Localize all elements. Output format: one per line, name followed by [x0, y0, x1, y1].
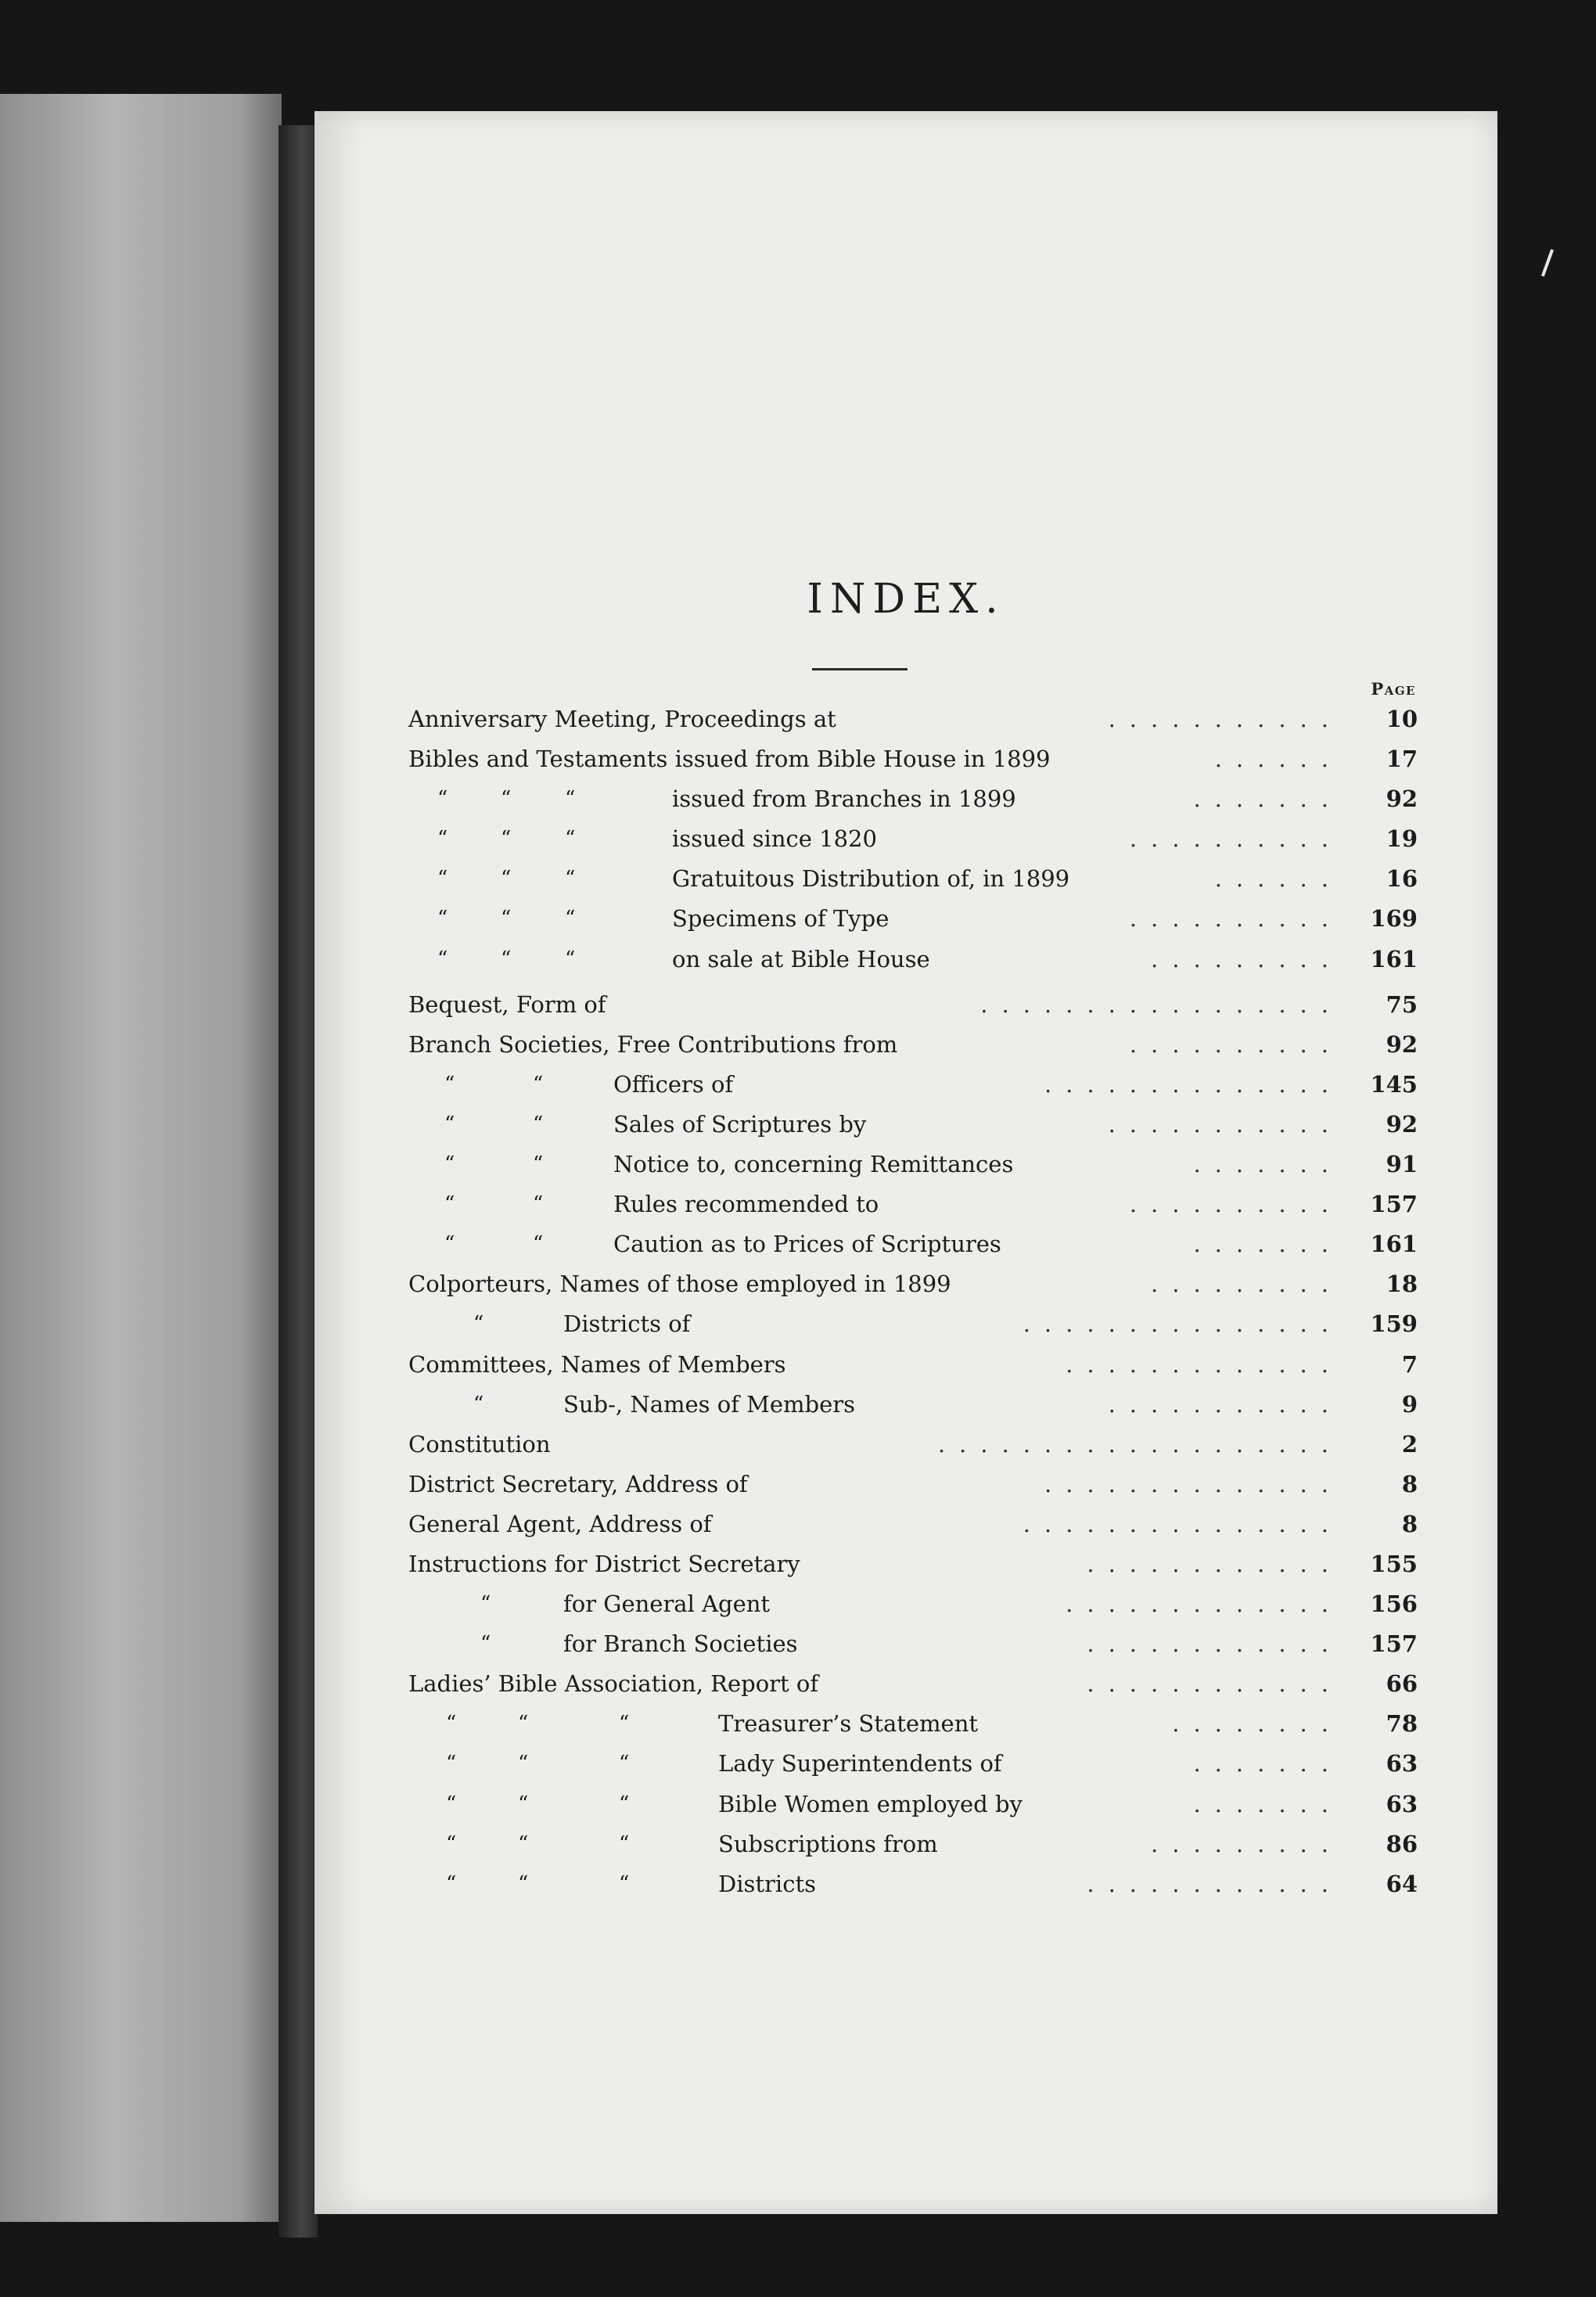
entry-label: District Secretary, Address of — [408, 1470, 748, 1497]
index-entry — [408, 1425, 1418, 1465]
entry-page-number: 8 — [1401, 1470, 1418, 1497]
entry-page-number: 92 — [1386, 785, 1418, 813]
entry-label: Specimens of Type — [672, 905, 890, 933]
dot-leader: .............. — [1044, 1070, 1343, 1098]
index-entries — [408, 699, 1418, 1904]
ditto-mark: “ — [501, 787, 512, 811]
entry-label: Constitution — [408, 1430, 551, 1458]
dot-leader: ......... — [1151, 1830, 1343, 1857]
index-entry — [408, 779, 1418, 819]
entry-page-number: 9 — [1401, 1390, 1418, 1418]
ditto-mark: “ — [444, 1232, 455, 1256]
entry-page-number: 19 — [1386, 825, 1418, 853]
index-entry — [408, 1584, 1418, 1624]
dot-leader: ........... — [1108, 1110, 1343, 1138]
dot-leader: ............... — [1023, 1310, 1343, 1338]
ditto-mark: “ — [501, 827, 512, 851]
entry-label: Treasurer’s Statement — [718, 1710, 979, 1738]
dot-leader: ............ — [1087, 1870, 1343, 1897]
index-entry — [408, 739, 1418, 779]
entry-label: on sale at Bible House — [672, 945, 930, 972]
index-entry — [408, 985, 1418, 1025]
entry-page-number: 86 — [1386, 1830, 1418, 1857]
ditto-mark: “ — [533, 1152, 544, 1177]
dot-leader: ............... — [1023, 1510, 1343, 1537]
ditto-mark: “ — [437, 787, 448, 811]
entry-label: Branch Societies, Free Contributions from — [408, 1030, 898, 1058]
index-entry — [408, 1744, 1418, 1784]
index-entry — [408, 699, 1418, 739]
entry-label: issued since 1820 — [672, 825, 877, 853]
dot-leader: .............. — [1044, 1470, 1343, 1497]
index-entry — [408, 819, 1418, 859]
ditto-mark: “ — [446, 1871, 457, 1896]
index-entry — [408, 1864, 1418, 1904]
ditto-mark: “ — [565, 827, 576, 851]
title-rule — [812, 668, 908, 670]
dot-leader: ....... — [1193, 1790, 1343, 1817]
entry-page-number: 10 — [1386, 706, 1418, 732]
ditto-mark: “ — [473, 1312, 484, 1336]
entry-page-number: 145 — [1370, 1070, 1418, 1098]
entry-page-number: 169 — [1370, 905, 1418, 933]
ditto-mark: “ — [619, 1752, 630, 1776]
dot-leader: ....... — [1193, 785, 1343, 813]
entry-label: Districts — [718, 1870, 816, 1897]
book-gutter — [279, 125, 318, 2238]
entry-label: Committees, Names of Members — [408, 1350, 786, 1378]
entry-page-number: 161 — [1370, 1231, 1418, 1258]
index-title: INDEX. — [807, 576, 1005, 623]
index-entry — [408, 1264, 1418, 1304]
entry-label: Lady Superintendents of — [718, 1750, 1002, 1778]
entry-label: Districts of — [563, 1310, 691, 1338]
entry-label: Sub-, Names of Members — [563, 1390, 856, 1418]
dot-leader: ....... — [1193, 1750, 1343, 1778]
ditto-mark: “ — [619, 1792, 630, 1816]
film-scratch — [1541, 249, 1554, 276]
dot-leader: ................... — [937, 1430, 1343, 1458]
entry-label: Sales of Scriptures by — [613, 1110, 867, 1138]
dot-leader: ............ — [1087, 1670, 1343, 1698]
ditto-mark: “ — [480, 1632, 491, 1656]
index-entry — [408, 1465, 1418, 1504]
entry-page-number: 75 — [1386, 990, 1418, 1018]
entry-label: Ladies’ Bible Association, Report of — [408, 1670, 819, 1698]
entry-label: Bibles and Testaments issued from Bible House in 1899 — [408, 746, 1051, 773]
ditto-mark: “ — [565, 867, 576, 891]
index-entry — [408, 1504, 1418, 1544]
ditto-mark: “ — [518, 1871, 529, 1896]
ditto-mark: “ — [565, 907, 576, 931]
dot-leader: .......... — [1129, 1191, 1343, 1218]
ditto-mark: “ — [444, 1112, 455, 1136]
ditto-mark: “ — [437, 867, 448, 891]
ditto-mark: “ — [446, 1831, 457, 1856]
index-entry — [408, 1105, 1418, 1145]
dot-leader: ...... — [1214, 865, 1343, 893]
ditto-mark: “ — [480, 1592, 491, 1616]
ditto-mark: “ — [446, 1792, 457, 1816]
entry-page-number: 17 — [1386, 746, 1418, 773]
index-entry — [408, 1664, 1418, 1704]
entry-page-number: 155 — [1370, 1550, 1418, 1577]
index-entry — [408, 1224, 1418, 1264]
dot-leader: ........... — [1108, 706, 1343, 732]
index-entry — [408, 1624, 1418, 1664]
dot-leader: ......... — [1151, 945, 1343, 972]
ditto-mark: “ — [619, 1712, 630, 1736]
dot-leader: ........ — [1172, 1710, 1343, 1738]
facing-page-edge — [0, 94, 282, 2222]
entry-page-number: 92 — [1386, 1030, 1418, 1058]
entry-page-number: 66 — [1386, 1670, 1418, 1698]
ditto-mark: “ — [501, 867, 512, 891]
dot-leader: ...... — [1214, 746, 1343, 773]
entry-label: General Agent, Address of — [408, 1510, 712, 1537]
entry-page-number: 63 — [1386, 1790, 1418, 1817]
entry-label: Anniversary Meeting, Proceedings at — [408, 706, 836, 732]
dot-leader: .......... — [1129, 905, 1343, 933]
entry-page-number: 91 — [1386, 1151, 1418, 1178]
entry-label: for Branch Societies — [563, 1630, 798, 1658]
dot-leader: ............ — [1087, 1550, 1343, 1577]
page-column-heading: Page — [1371, 679, 1416, 699]
ditto-mark: “ — [619, 1871, 630, 1896]
index-entry — [408, 1184, 1418, 1224]
ditto-mark: “ — [518, 1792, 529, 1816]
entry-page-number: 8 — [1401, 1510, 1418, 1537]
ditto-mark: “ — [444, 1152, 455, 1177]
entry-label: Subscriptions from — [718, 1830, 938, 1857]
entry-label: Rules recommended to — [613, 1191, 879, 1218]
ditto-mark: “ — [446, 1752, 457, 1776]
index-entry — [408, 1025, 1418, 1065]
ditto-mark: “ — [437, 947, 448, 971]
entry-page-number: 159 — [1370, 1310, 1418, 1338]
dot-leader: ................. — [980, 990, 1343, 1018]
entry-page-number: 161 — [1370, 945, 1418, 972]
entry-page-number: 64 — [1386, 1870, 1418, 1897]
entry-page-number: 16 — [1386, 865, 1418, 893]
ditto-mark: “ — [518, 1831, 529, 1856]
ditto-mark: “ — [533, 1072, 544, 1096]
ditto-mark: “ — [444, 1072, 455, 1096]
entry-page-number: 63 — [1386, 1750, 1418, 1778]
dot-leader: ............ — [1087, 1630, 1343, 1658]
entry-label: Notice to, concerning Remittances — [613, 1151, 1014, 1178]
entry-page-number: 157 — [1370, 1191, 1418, 1218]
ditto-mark: “ — [565, 947, 576, 971]
ditto-mark: “ — [533, 1192, 544, 1217]
dot-leader: ....... — [1193, 1231, 1343, 1258]
ditto-mark: “ — [518, 1752, 529, 1776]
entry-page-number: 2 — [1401, 1430, 1418, 1458]
entry-label: Officers of — [613, 1070, 734, 1098]
dot-leader: ....... — [1193, 1151, 1343, 1178]
dot-leader: ......... — [1151, 1271, 1343, 1298]
entry-page-number: 18 — [1386, 1271, 1418, 1298]
entry-label: issued from Branches in 1899 — [672, 785, 1016, 813]
ditto-mark: “ — [444, 1192, 455, 1217]
index-entry — [408, 1704, 1418, 1744]
index-entry — [408, 1785, 1418, 1824]
entry-label: Colporteurs, Names of those employed in 1899 — [408, 1271, 951, 1298]
index-entry — [408, 899, 1418, 939]
dot-leader: ............. — [1066, 1350, 1343, 1378]
entry-page-number: 156 — [1370, 1591, 1418, 1618]
entry-page-number: 92 — [1386, 1110, 1418, 1138]
entry-page-number: 7 — [1401, 1350, 1418, 1378]
ditto-mark: “ — [619, 1831, 630, 1856]
dot-leader: ............. — [1066, 1591, 1343, 1618]
index-entry — [408, 1544, 1418, 1584]
index-entry — [408, 1304, 1418, 1344]
ditto-mark: “ — [533, 1112, 544, 1136]
dot-leader: .......... — [1129, 1030, 1343, 1058]
ditto-mark: “ — [473, 1392, 484, 1416]
index-page — [315, 111, 1497, 2214]
entry-label: for General Agent — [563, 1591, 771, 1618]
ditto-mark: “ — [518, 1712, 529, 1736]
index-entry — [408, 1145, 1418, 1184]
ditto-mark: “ — [501, 947, 512, 971]
index-entry — [408, 1065, 1418, 1105]
entry-label: Bequest, Form of — [408, 990, 606, 1018]
entry-page-number: 157 — [1370, 1630, 1418, 1658]
entry-label: Caution as to Prices of Scriptures — [613, 1231, 1001, 1258]
ditto-mark: “ — [446, 1712, 457, 1736]
entry-label: Instructions for District Secretary — [408, 1550, 800, 1577]
index-entry — [408, 1345, 1418, 1385]
entry-page-number: 78 — [1386, 1710, 1418, 1738]
ditto-mark: “ — [501, 907, 512, 931]
entry-label: Gratuitous Distribution of, in 1899 — [672, 865, 1070, 893]
index-entry — [408, 1824, 1418, 1864]
dot-leader: ........... — [1108, 1390, 1343, 1418]
dot-leader: .......... — [1129, 825, 1343, 853]
index-entry — [408, 1385, 1418, 1425]
entry-label: Bible Women employed by — [718, 1790, 1023, 1817]
index-entry — [408, 940, 1418, 980]
ditto-mark: “ — [533, 1232, 544, 1256]
index-entry — [408, 859, 1418, 899]
ditto-mark: “ — [437, 827, 448, 851]
ditto-mark: “ — [565, 787, 576, 811]
ditto-mark: “ — [437, 907, 448, 931]
